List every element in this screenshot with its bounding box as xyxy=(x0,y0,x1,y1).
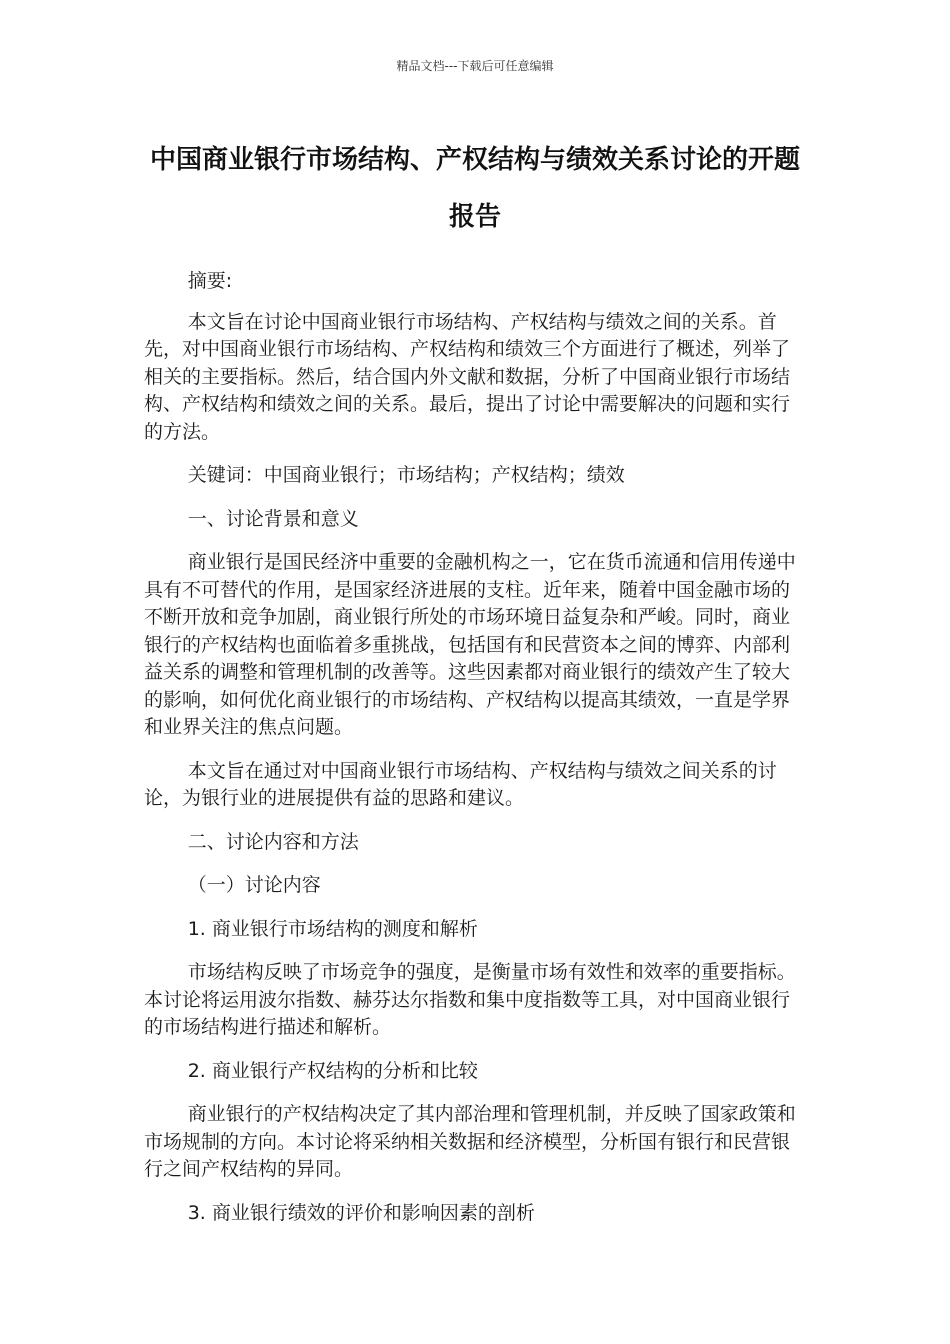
item-1-paragraph: 市场结构反映了市场竞争的强度，是衡量市场有效性和效率的重要指标。本讨论将运用波尔指数、赫芬达尔指数和集中度指数等工具，对中国商业银行的市场结构进行描述和解析。 xyxy=(144,961,796,1038)
header-note: 精品文档---下载后可任意编辑 xyxy=(396,59,554,73)
item-1-heading: 1. 商业银行市场结构的测度和解析 xyxy=(187,917,478,940)
abstract-paragraph: 本文旨在讨论中国商业银行市场结构、产权结构与绩效之间的关系。首先，对中国商业银行市场结构、产权结构和绩效三个方面进行了概述，列举了相关的主要指标。然后，结合国内外文献和数据，分析了中国商业银行市场结构、产权结构和绩效之间的关系。最后，提出了讨论中需要解决的问题和实行的方法。 xyxy=(144,310,791,443)
document-body xyxy=(144,268,796,1243)
subsection-heading: （一）讨论内容 xyxy=(187,874,321,896)
section-1-paragraph-2: 本文旨在通过对中国商业银行市场结构、产权结构与绩效之间关系的讨论，为银行业的进展提供有益的思路和建议。 xyxy=(144,759,777,809)
abstract-label: 摘要: xyxy=(187,270,233,292)
section-1-paragraph-1: 商业银行是国民经济中重要的金融机构之一，它在货币流通和信用传递中具有不可替代的作用，是国家经济进展的支柱。近年来，随着中国金融市场的不断开放和竞争加剧，商业银行所处的市场环境日益复杂和严峻。同时，商业银行的产权结构也面临着多重挑战，包括国有和民营资本之间的博弈、内部利益关系的调整和管理机制的改善等。这些因素都对商业银行的绩效产生了较大的影响，如何优化商业银行的市场结构、产权结构以提高其绩效，一直是学界和业界关注的焦点问题。 xyxy=(144,551,796,738)
document-title: 中国商业银行市场结构、产权结构与绩效关系讨论的开题报告 xyxy=(149,145,800,232)
section-2-heading: 二、讨论内容和方法 xyxy=(187,830,359,853)
item-2-heading: 2. 商业银行产权结构的分析和比较 xyxy=(187,1059,478,1082)
item-2-paragraph: 商业银行的产权结构决定了其内部治理和管理机制，并反映了国家政策和市场规制的方向。本讨论将采纳相关数据和经济模型，分析国有银行和民营银行之间产权结构的异同。 xyxy=(144,1103,796,1180)
item-3-heading: 3. 商业银行绩效的评价和影响因素的剖析 xyxy=(187,1201,535,1224)
keywords-line: 关键词：中国商业银行；市场结构；产权结构；绩效 xyxy=(187,464,625,486)
section-1-heading: 一、讨论背景和意义 xyxy=(187,507,359,530)
